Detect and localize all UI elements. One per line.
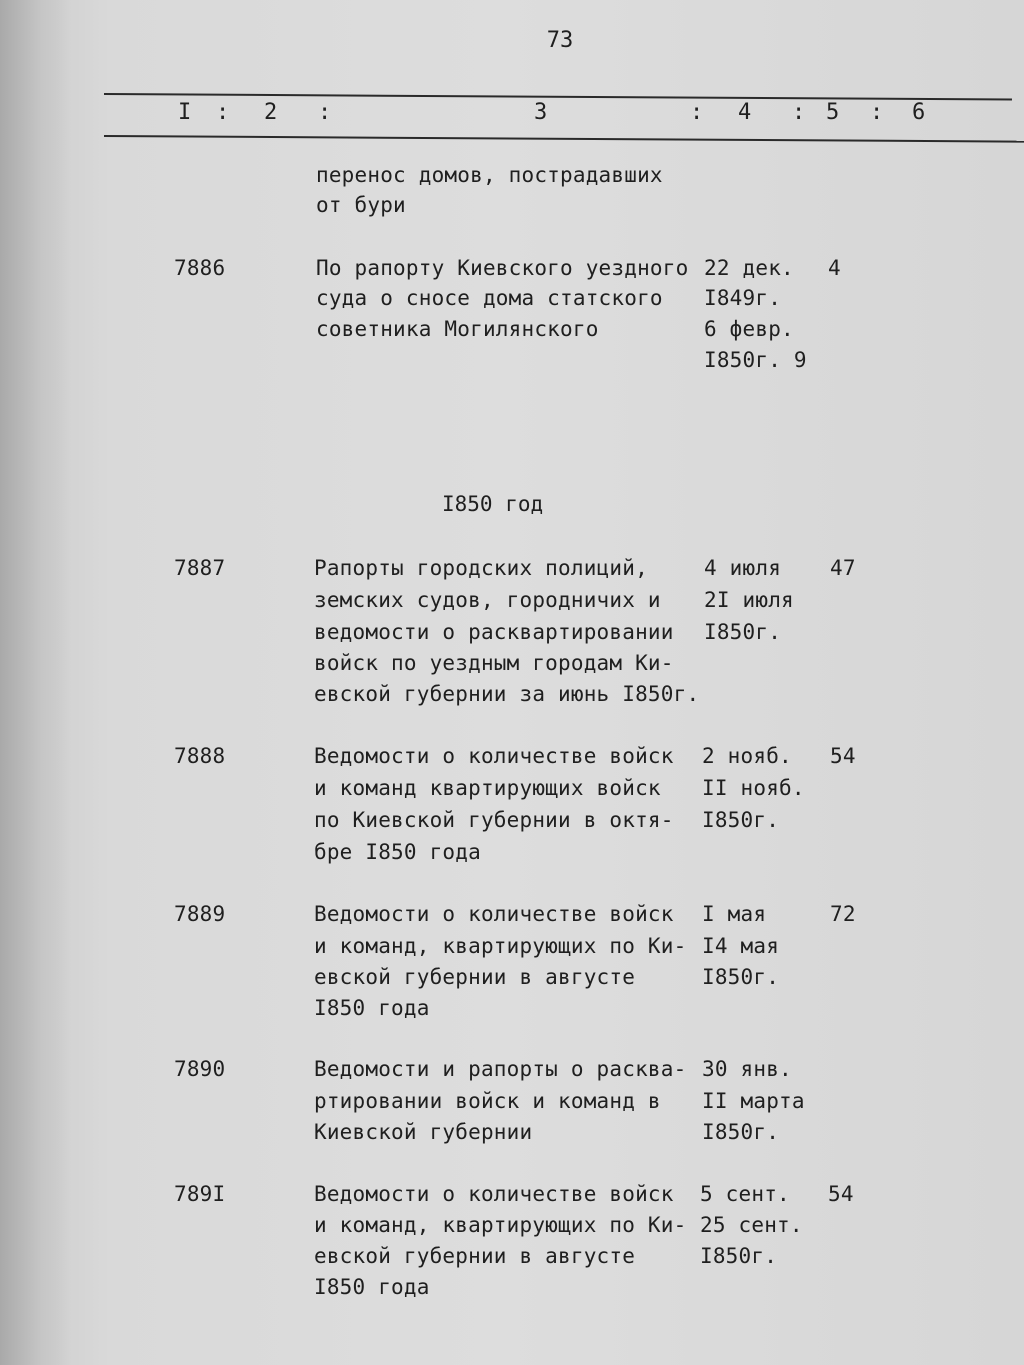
entry-number: 7887	[174, 556, 226, 580]
entry-date-line: I849г.	[704, 286, 782, 310]
entry-text-line: советника Могилянского	[316, 317, 599, 341]
entry-number: 7889	[174, 902, 226, 926]
entry-sheets: 72	[830, 902, 856, 926]
column-header-separator: :	[870, 100, 884, 125]
entry-date-line: 5 сент.	[700, 1182, 790, 1206]
entry-date-line: I850г.	[702, 808, 780, 832]
entry-sheets: 47	[830, 556, 856, 580]
entry-text-line: и команд квартирующих войск	[314, 776, 661, 800]
column-header-separator: :	[792, 100, 806, 125]
header-rule-bottom	[104, 135, 1024, 143]
entry-number: 7886	[174, 256, 226, 280]
entry-text-line: I850 года	[314, 996, 430, 1020]
entry-text-line: Ведомости о количестве войск	[314, 744, 674, 768]
entry-sheets: 54	[830, 744, 856, 768]
column-header-6: 6	[912, 100, 926, 125]
entry-date-line: I850г.	[704, 620, 782, 644]
continuation-text-line: от бури	[316, 193, 406, 217]
entry-date-line: 2 нояб.	[702, 744, 792, 768]
entry-date-line: I850г.	[702, 1120, 780, 1144]
entry-sheets: 54	[828, 1182, 854, 1206]
page-binding-shadow	[0, 0, 70, 1365]
year-heading: I850 год	[442, 492, 544, 516]
entry-date-line: I850г. 9	[704, 348, 807, 372]
entry-text-line: и команд, квартирующих по Ки-	[314, 1213, 687, 1237]
entry-number: 7888	[174, 744, 226, 768]
entry-date-line: II нояб.	[702, 776, 805, 800]
entry-text-line: По рапорту Киевского уездного	[316, 256, 689, 280]
column-header-3: 3	[534, 100, 548, 125]
column-header-5: 5	[826, 100, 840, 125]
entry-text-line: войск по уездным городам Ки-	[314, 651, 674, 675]
column-header-separator: :	[216, 100, 230, 125]
column-header-1: I	[178, 100, 192, 125]
column-header-separator: :	[318, 100, 332, 125]
entry-date-line: I мая	[702, 902, 767, 926]
entry-date-line: 2I июля	[704, 588, 794, 612]
entry-date-line: I850г.	[700, 1244, 778, 1268]
entry-date-line: 4 июля	[704, 556, 782, 580]
entry-text-line: по Киевской губернии в октя-	[314, 808, 674, 832]
continuation-text-line: перенос домов, пострадавших	[316, 163, 663, 187]
entry-text-line: евской губернии в августе	[314, 1244, 636, 1268]
entry-text-line: I850 года	[314, 1275, 430, 1299]
column-header-2: 2	[264, 100, 278, 125]
entry-date-line: 25 сент.	[700, 1213, 803, 1237]
entry-date-line: 22 дек.	[704, 256, 794, 280]
entry-number: 789I	[174, 1182, 226, 1206]
entry-text-line: евской губернии за июнь I850г.	[314, 682, 700, 706]
column-header-separator: :	[690, 100, 704, 125]
entry-date-line: I850г.	[702, 965, 780, 989]
entry-text-line: Ведомости о количестве войск	[314, 1182, 674, 1206]
entry-text-line: и команд, квартирующих по Ки-	[314, 934, 687, 958]
entry-date-line: 30 янв.	[702, 1057, 792, 1081]
entry-text-line: ведомости о расквартировании	[314, 620, 674, 644]
entry-text-line: Рапорты городских полиций,	[314, 556, 648, 580]
entry-sheets: 4	[828, 256, 841, 280]
entry-text-line: Ведомости и рапорты о расква-	[314, 1057, 687, 1081]
page-number: 73	[546, 28, 574, 53]
entry-text-line: бре I850 года	[314, 840, 481, 864]
entry-text-line: евской губернии в августе	[314, 965, 636, 989]
entry-text-line: земских судов, городничих и	[314, 588, 661, 612]
column-header-4: 4	[738, 100, 752, 125]
entry-date-line: II марта	[702, 1089, 805, 1113]
entry-text-line: Ведомости о количестве войск	[314, 902, 674, 926]
entry-date-line: I4 мая	[702, 934, 780, 958]
entry-text-line: ртировании войск и команд в	[314, 1089, 661, 1113]
entry-text-line: суда о сносе дома статского	[316, 286, 663, 310]
entry-date-line: 6 февр.	[704, 317, 794, 341]
entry-number: 7890	[174, 1057, 226, 1081]
entry-text-line: Киевской губернии	[314, 1120, 533, 1144]
